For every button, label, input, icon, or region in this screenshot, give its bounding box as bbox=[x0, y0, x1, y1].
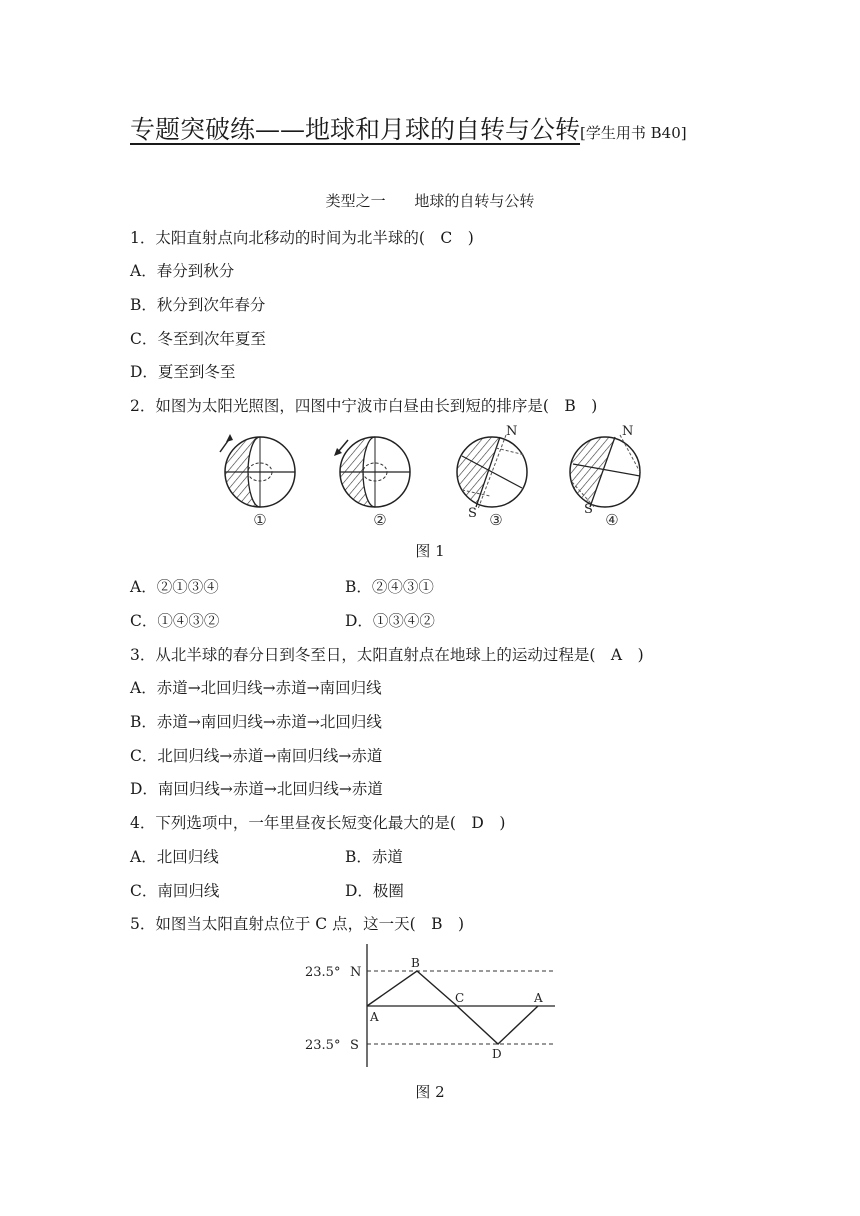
globe-1 bbox=[220, 434, 295, 507]
q2-stem: 2．如图为太阳光照图，四图中宁波市白昼由长到短的排序是( B ) bbox=[130, 397, 598, 415]
globe-2-label: ② bbox=[373, 511, 387, 529]
globe-3-south: S bbox=[468, 506, 477, 521]
q1-stem: 1．太阳直射点向北移动的时间为北半球的( C ) bbox=[130, 229, 474, 247]
point-b: B bbox=[411, 956, 420, 970]
q3-stem: 3．从北半球的春分日到冬至日，太阳直射点在地球上的运动过程是( A ) bbox=[130, 646, 644, 664]
point-a-end: A bbox=[534, 991, 543, 1005]
q5-stem: 5．如图当太阳直射点位于 C 点，这一天( B ) bbox=[130, 915, 465, 933]
q4-option-a: A．北回归线 bbox=[130, 848, 219, 866]
globe-4 bbox=[565, 435, 640, 508]
globe-4-north: N bbox=[622, 424, 634, 439]
q2-option-d: D．①③④② bbox=[345, 612, 435, 630]
globe-3 bbox=[450, 435, 527, 509]
q1-option-a: A．春分到秋分 bbox=[130, 262, 235, 280]
point-c: C bbox=[455, 991, 465, 1005]
globe-4-label: ④ bbox=[605, 511, 619, 529]
q3-option-d: D．南回归线→赤道→北回归线→赤道 bbox=[130, 780, 383, 798]
q4-option-d: D．极圈 bbox=[345, 882, 404, 900]
section-heading bbox=[0, 190, 860, 211]
sunlight-figure-1 bbox=[200, 420, 660, 535]
lat-south-value: 23.5° bbox=[305, 1038, 341, 1053]
q4-option-c: C．南回归线 bbox=[130, 882, 220, 900]
q1-option-b: B．秋分到次年春分 bbox=[130, 296, 266, 314]
q1-option-c: C．冬至到次年夏至 bbox=[130, 330, 266, 348]
q3-option-a: A．赤道→北回归线→赤道→南回归线 bbox=[130, 679, 382, 697]
title-tag: [学生用书 B40] bbox=[580, 124, 687, 142]
q3-option-b: B．赤道→南回归线→赤道→北回归线 bbox=[130, 713, 382, 731]
lat-north-value: 23.5° bbox=[305, 965, 341, 980]
q2-option-a: A．②①③④ bbox=[130, 578, 219, 596]
section-name: 地球的自转与公转 bbox=[414, 192, 535, 210]
q2-option-c: C．①④③② bbox=[130, 612, 220, 630]
q4-stem: 4．下列选项中，一年里昼夜长短变化最大的是( D ) bbox=[130, 814, 506, 832]
point-a-start: A bbox=[370, 1010, 379, 1024]
section-label: 类型之一 bbox=[325, 192, 386, 210]
lat-north-letter: N bbox=[350, 965, 362, 980]
globe-4-south: S bbox=[584, 502, 593, 517]
point-d: D bbox=[492, 1047, 502, 1061]
figure-1-caption: 图 1 bbox=[415, 542, 445, 560]
globe-3-label: ③ bbox=[489, 511, 503, 529]
lat-south-letter: S bbox=[350, 1038, 359, 1053]
page-title bbox=[130, 110, 687, 146]
figure-2-caption: 图 2 bbox=[415, 1083, 445, 1101]
solar-migration-figure-2 bbox=[300, 942, 560, 1072]
globe-1-label: ① bbox=[253, 511, 267, 529]
q1-option-d: D．夏至到冬至 bbox=[130, 363, 236, 381]
globe-3-north: N bbox=[506, 424, 518, 439]
globe-2 bbox=[334, 437, 410, 507]
q3-option-c: C．北回归线→赤道→南回归线→赤道 bbox=[130, 747, 383, 765]
q2-option-b: B．②④③① bbox=[345, 578, 434, 596]
title-main: 专题突破练——地球和月球的自转与公转 bbox=[130, 115, 581, 144]
q4-option-b: B．赤道 bbox=[345, 848, 403, 866]
